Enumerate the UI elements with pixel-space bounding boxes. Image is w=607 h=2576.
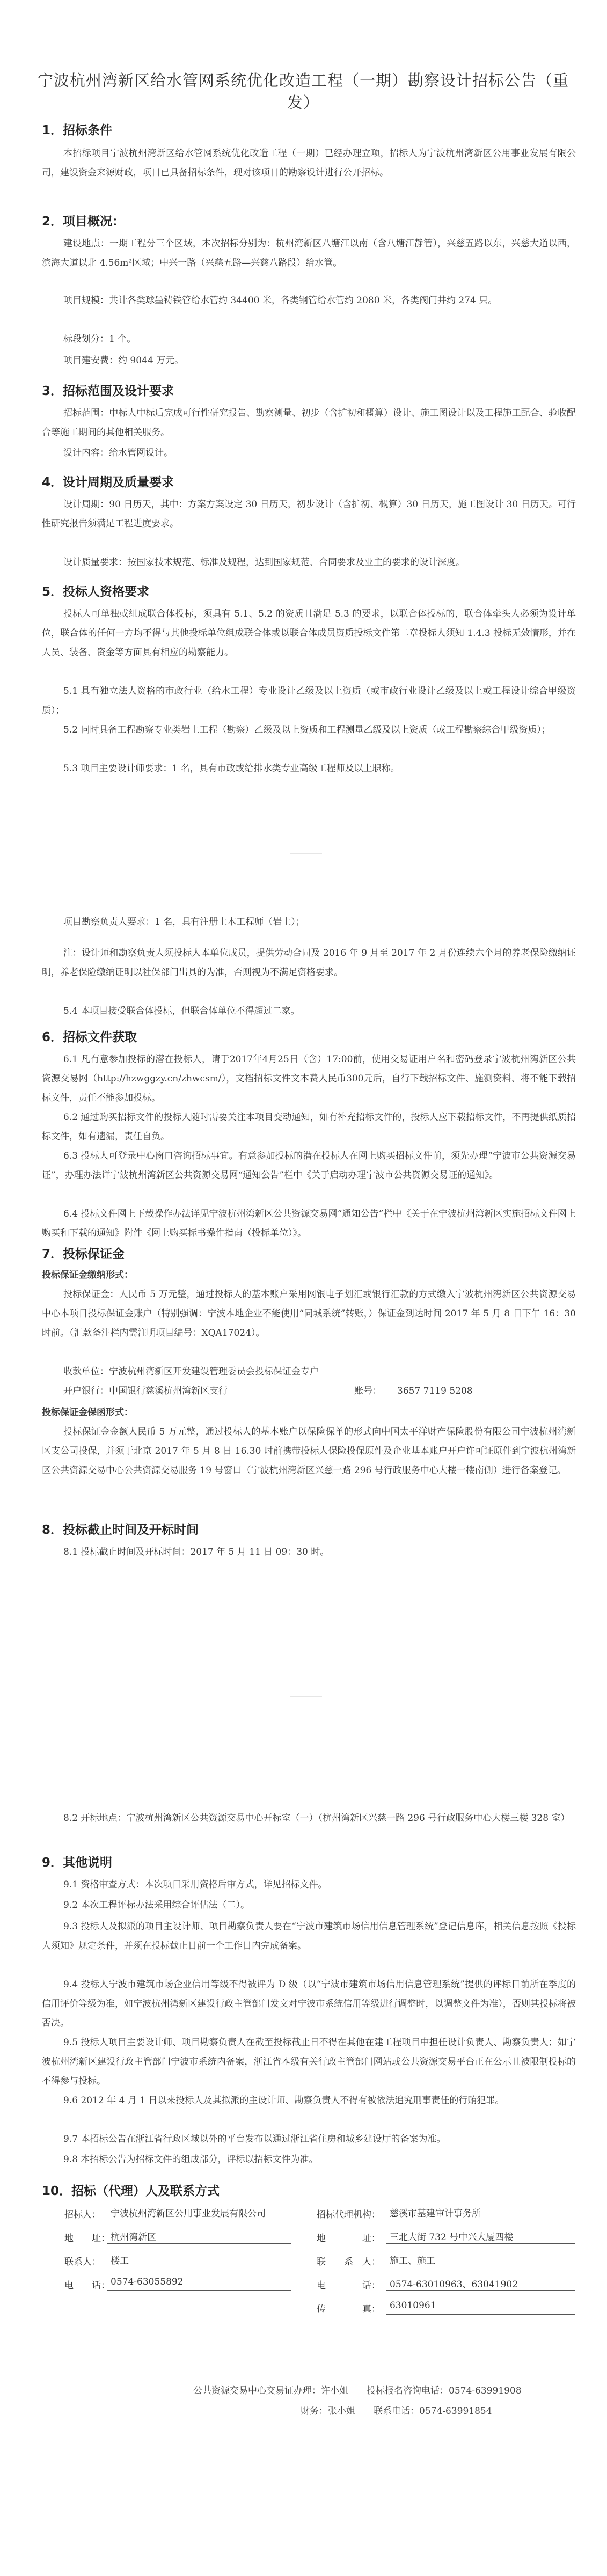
section-5-3: 5.3 项目主要设计师要求：1 名，具有市政或给排水类专业高级工程师及以上职称。: [63, 763, 400, 774]
tenderer-address-label: 地 址：: [64, 2233, 110, 2244]
agent-fax: 63010961: [386, 2300, 575, 2315]
agent-label: 招标代理机构：: [317, 2209, 381, 2220]
section-5-1: 5.1 具有独立法人资格的市政行业（给水工程）专业设计乙级及以上资质（或市政行业设计乙级及以上或工程设计综合甲级资质）；: [42, 686, 576, 716]
section-5-2: 5.2 同时具备工程勘察专业类岩土工程（勘察）乙级及以上资质和工程测量乙级及以上资质（或工程勘察综合甲级资质）；: [63, 724, 551, 735]
agent-fax-label: 传 真：: [317, 2304, 381, 2315]
section-9-8: 9.8 本招标公告为招标文件的组成部分，评标以招标文件为准。: [63, 2154, 318, 2165]
agent-tel: 0574-63010963、63041902: [386, 2277, 575, 2291]
contact-row-tenderer: [54, 2206, 585, 2223]
section-10-heading: 10．招标（代理）人及联系方式: [42, 2184, 220, 2198]
deposit-guarantee-text: 投标保证金金额人民币 5 万元整，通过投标人的基本账户以保险保单的形式向中国太平洋财产保险股份有限公司宁波杭州湾新区支公司投保，并须于北京 2017 年 5 月 8 日 16.30 时前携带投标人保险投保原件及企业基本账户开户许可证原件到宁波杭州湾新区公共资源交易中心公共资源交易服务 19 号窗口（宁波杭州湾新区兴慈一路 296 号行政服务中心大楼一楼南侧）进行备案登记。: [42, 1426, 576, 1476]
section-8-heading: 8．投标截止时间及开标时间: [42, 1523, 199, 1537]
tenderer-address: 杭州湾新区: [107, 2229, 291, 2244]
section-9-5: 9.5 投标人项目主要设计师、项目勘察负责人在截至投标截止日不得在其他在建工程项目中担任设计负责人、勘察负责人；如宁波杭州湾新区建设行政主管部门宁波市系统内备案，浙江省本级有关行政主管部门网站或公共资源交易平台正在公示且被限制投标的不得参与投标。: [42, 2037, 576, 2087]
agent-name: 慈溪市基建审计事务所: [386, 2206, 575, 2220]
section-1-text: 本招标项目宁波杭州湾新区给水管网系统优化改造工程（一期）已经办理立项，招标人为宁波杭州湾新区公用事业发展有限公司，建设资金来源财政，项目已具备招标条件，现对该项目的勘察设计进行公开招标。: [42, 148, 576, 178]
deposit-payee: 收款单位：宁波杭州湾新区开发建设管理委员会投标保证金专户: [63, 1366, 319, 1377]
section-3-content: 设计内容：给水管网设计。: [63, 448, 173, 458]
agent-address-label: 地 址：: [317, 2233, 381, 2244]
section-9-7: 9.7 本招标公告在浙江省行政区域以外的平台发布以通过浙江省住房和城乡建设厅的备案为准。: [63, 2134, 446, 2145]
section-5-note: 注：设计师和勘察负责人须投标人本单位成员，提供劳动合同及 2016 年 9 月至 2017 年 2 月份连续六个月的养老保险缴纳证明，养老保险缴纳证明以社保部门出具的为准，否则视为不满足资格要求。: [42, 948, 576, 978]
section-8-deadline: 8.1 投标截止时间及开标时间：2017 年 5 月 11 日 09：30 时。: [63, 1547, 330, 1557]
section-2-budget: 项目建安费：约 9044 万元。: [63, 355, 184, 366]
section-7-heading: 7．投标保证金: [42, 1247, 125, 1261]
agent-contact: 施工、施工: [386, 2253, 575, 2267]
section-4-quality: 设计质量要求：按国家技术规范、标准及规程，达到国家规范、合同要求及业主的要求的设计深度。: [63, 557, 465, 568]
tenderer-contact: 楼工: [107, 2253, 291, 2267]
page-break-mark: [290, 853, 322, 854]
section-8-location: 8.2 开标地点：宁波杭州湾新区公共资源交易中心开标室（一）（杭州湾新区兴慈一路 296 号行政服务中心大楼三楼 328 室）: [63, 1813, 570, 1824]
contact-row-phone: [54, 2277, 585, 2294]
section-9-1: 9.1 资格审查方式：本次项目采用资格后审方式，详见招标文件。: [63, 1879, 327, 1890]
deposit-account-label: 账号：: [354, 1386, 382, 1396]
deposit-payment-text: 投标保证金：人民币 5 万元整，通过投标人的基本账户采用网银电子划汇或银行汇款的方式缴入宁波杭州湾新区公共资源交易中心本项目投标保证金账户（特别强调：宁波本地企业不能使用“同城系统”转账，）保证金到达时间 2017 年 5 月 8 日下午 16：30 时前。（汇款备注栏内需注明项目编号：XQA17024）。: [42, 1289, 576, 1338]
deposit-payment-heading: 投标保证金缴纳形式：: [42, 1270, 133, 1280]
section-9-6: 9.6 2012 年 4 月 1 日以来投标人及其拟派的主设计师、勘察负责人不得有被依法追究刑事责任的行贿犯罪。: [63, 2095, 504, 2106]
agent-tel-label: 电 话：: [317, 2280, 381, 2291]
contact-row-person: [54, 2253, 585, 2270]
deposit-guarantee-heading: 投标保证金保函形式：: [42, 1407, 133, 1418]
section-9-3: 9.3 投标人及拟派的项目主设计师、项目勘察负责人要在“宁波市建筑市场信用信息管理系统”登记信息库，相关信息按照《投标人须知》规定条件，并须在投标截止日前一个工作日内完成备案。: [42, 1921, 576, 1951]
section-6-heading: 6．招标文件获取: [42, 1030, 137, 1044]
section-6-1: 6.1 凡有意参加投标的潜在投标人，请于2017年4月25日（含）17:00前，使用交易证用户名和密码登录宁波杭州湾新区公共资源交易网（http://hzwggzy.cn/zhwcsm/），文档招标文件文本费人民币300元后，自行下载招标文件、施测资料、将不能下载招标文件，责任不能参加投标。: [42, 1054, 576, 1103]
page-break-mark-2: [290, 1696, 322, 1697]
page-title: 宁波杭州湾新区给水管网系统优化改造工程（一期）勘察设计招标公告（重发）: [37, 71, 569, 112]
section-2-location: 建设地点：一期工程分三个区域，本次招标分别为：杭州湾新区八塘江以南（含八塘江静管），兴慈五路以东，兴慈大道以西，滨海大道以北 4.56m²区域；中兴一路（兴慈五路—兴慈八路段）给水管。: [42, 238, 576, 268]
section-2-lots: 标段划分：1 个。: [63, 334, 136, 345]
tenderer-name: 宁波杭州湾新区公用事业发展有限公司: [107, 2206, 291, 2220]
tenderer-tel: 0574-63055892: [107, 2277, 291, 2291]
contact-row-fax: [54, 2300, 585, 2317]
tenderer-tel-label: 电 话：: [64, 2280, 110, 2291]
section-2-scale: 项目规模：共计各类球墨铸铁管给水管约 34400 米，各类钢管给水管约 2080 米，各类阀门井约 274 只。: [63, 295, 498, 306]
section-5-survey-lead: 项目勘察负责人要求：1 名，具有注册土木工程师（岩土）；: [63, 917, 305, 927]
deposit-account-number: 3657 7119 5208: [397, 1386, 473, 1396]
section-3-heading: 3．招标范围及设计要求: [42, 384, 174, 398]
deposit-bank: 开户银行：中国银行慈溪杭州湾新区支行: [63, 1386, 228, 1396]
section-9-2: 9.2 本次工程评标办法采用综合评估法（二）。: [63, 1900, 250, 1911]
section-9-heading: 9．其他说明: [42, 1856, 113, 1870]
section-5-4: 5.4 本项目接受联合体投标，但联合体单位不得超过二家。: [63, 1006, 300, 1016]
section-4-heading: 4．设计周期及质量要求: [42, 475, 174, 489]
section-6-2: 6.2 通过购买招标文件的投标人随时需要关注本项目变动通知，如有补充招标文件的，投标人应下载招标文件，不再提供纸质招标文件，如有遗漏，责任自负。: [42, 1112, 576, 1142]
section-3-scope: 招标范围：中标人中标后完成可行性研究报告、勘察测量、初步（含扩初和概算）设计、施工图设计以及工程施工配合、验收配合等施工期间的其他相关服务。: [42, 408, 576, 438]
section-5-heading: 5．投标人资格要求: [42, 585, 150, 599]
agent-contact-label: 联 系 人：: [317, 2257, 381, 2267]
tenderer-contact-label: 联系人：: [64, 2257, 101, 2267]
section-5-intro: 投标人可单独或组成联合体投标，须具有 5.1、5.2 的资质且满足 5.3 的要求，以联合体投标的，联合体牵头人必须为设计单位，联合体的任何一方均不得与其他投标单位组成联合体或以联合体成员资质投标文件第二章投标人须知 1.4.3 投标无效情形，并在人员、装备、资金等方面具有相应的勘察能力。: [42, 609, 576, 658]
footer-line-2: 财务：张小姐 联系电话：0574-63991854: [301, 2406, 492, 2417]
contact-row-address: [54, 2229, 585, 2246]
section-4-period: 设计周期：90 日历天，其中：方案方案设定 30 日历天，初步设计（含扩初、概算）30 日历天，施工图设计 30 日历天。可行性研究报告须满足工程进度要求。: [42, 499, 576, 529]
section-2-heading: 2．项目概况：: [42, 215, 125, 229]
section-9-4: 9.4 投标人宁波市建筑市场企业信用等级不得被评为 D 级（以“宁波市建筑市场信用信息管理系统”提供的评标日前所在季度的信用评价等级为准，如宁波杭州湾新区建设行政主管部门发文对宁波市系统信用等级进行调整时，以调整文件为准），否则其投标将被否决。: [42, 1979, 576, 2029]
tenderer-label: 招标人：: [64, 2209, 101, 2220]
section-1-heading: 1．招标条件: [42, 123, 113, 137]
section-6-3: 6.3 投标人可登录中心窗口咨询招标事宜。有意参加投标的潜在投标人在网上购买招标文件前，须先办理“宁波市公共资源交易证”，办理办法详宁波杭州湾新区公共资源交易网“通知公告”栏中《关于启动办理宁波市公共资源交易证的通知》。: [42, 1151, 576, 1181]
agent-address: 三北大街 732 号中兴大厦四楼: [386, 2229, 575, 2244]
section-6-4: 6.4 投标文件网上下载操作办法详见宁波杭州湾新区公共资源交易网“通知公告”栏中《关于在宁波杭州湾新区实施招标文件网上购买和下载的通知》附件《网上购买标书操作指南（投标单位）》。: [42, 1209, 576, 1239]
footer-line-1: 公共资源交易中心交易证办理：许小姐 投标报名咨询电话：0574-63991908: [193, 2385, 522, 2396]
